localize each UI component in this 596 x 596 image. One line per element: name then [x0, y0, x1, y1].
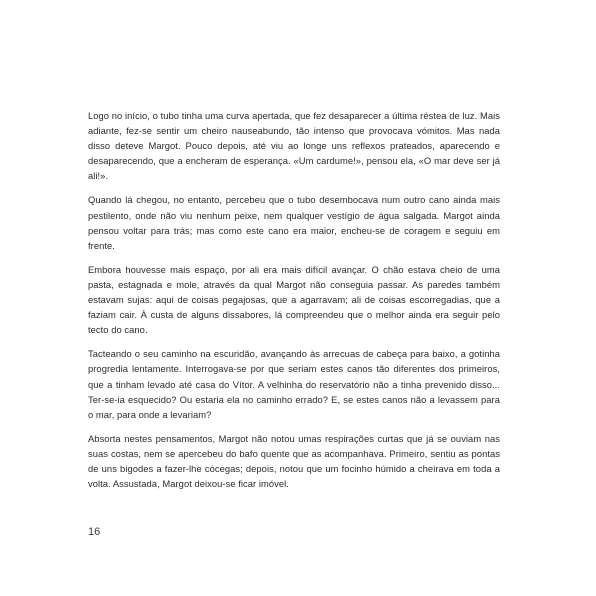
text-body: [88, 108, 500, 500]
paragraph-1: Logo no início, o tubo tinha uma curva apertada, que fez desaparecer a última réstea de luz. Mais adiante, fez-se sentir um cheiro nauseabundo, tão intenso que provocava vómitos. Mas nada disso deteve Margot. Pouco depois, até viu ao longe uns reflexos prateados, aparecendo e desaparecendo, que a encheram de esperança. «Um cardume!», pensou ela, «O mar deve ser já ali!».: [88, 110, 500, 182]
page-number: 16: [88, 526, 101, 538]
paragraph-5: Absorta nestes pensamentos, Margot não notou umas respirações curtas que já se ouviam nas suas costas, nem se apercebeu do bafo quente que as acompanhava. Primeiro, sentiu as pontas de uns bigodes a fazer-lhe cócegas; depois, notou que um focinho húmido a cheirava em toda a volta. Assustada, Margot deixou-se ficar imóvel.: [88, 432, 500, 490]
paragraph-3: Embora houvesse mais espaço, por ali era mais difícil avançar. O chão estava cheio de uma pasta, estagnada e mole, através da qual Margot não conseguia passar. As paredes também estavam sujas: aqui de coisas pegajosas, que a agarravam; ali de coisas escorregadias, que a faziam cair. À custa de alguns dissabores, lá compreendeu que o melhor ainda era seguir pelo tecto do cano.: [88, 263, 500, 336]
paragraph-4: Tacteando o seu caminho na escuridão, avançando às arrecuas de cabeça para baixo, a gotinha progredia lentamente. Interrogava-se por que seriam estes canos tão diferentes dos primeiros, que a tinham levado até casa do Vítor. A velhinha do reservatório não a tinha prevenido disso... Ter-se-ia esquecido? Ou estaria ela no caminho errado? E, se estes canos não a levassem para o mar, para onde a levariam?: [88, 348, 500, 420]
paragraph-2: Quando lá chegou, no entanto, percebeu que o tubo desembocava num outro cano ainda mais pestilento, onde não viu nenhum peixe, nem qualquer vestígio de água salgada. Margot ainda pensou voltar para trás; mas como este cano era maior, encheu-se de coragem e seguiu em frente.: [88, 194, 500, 251]
